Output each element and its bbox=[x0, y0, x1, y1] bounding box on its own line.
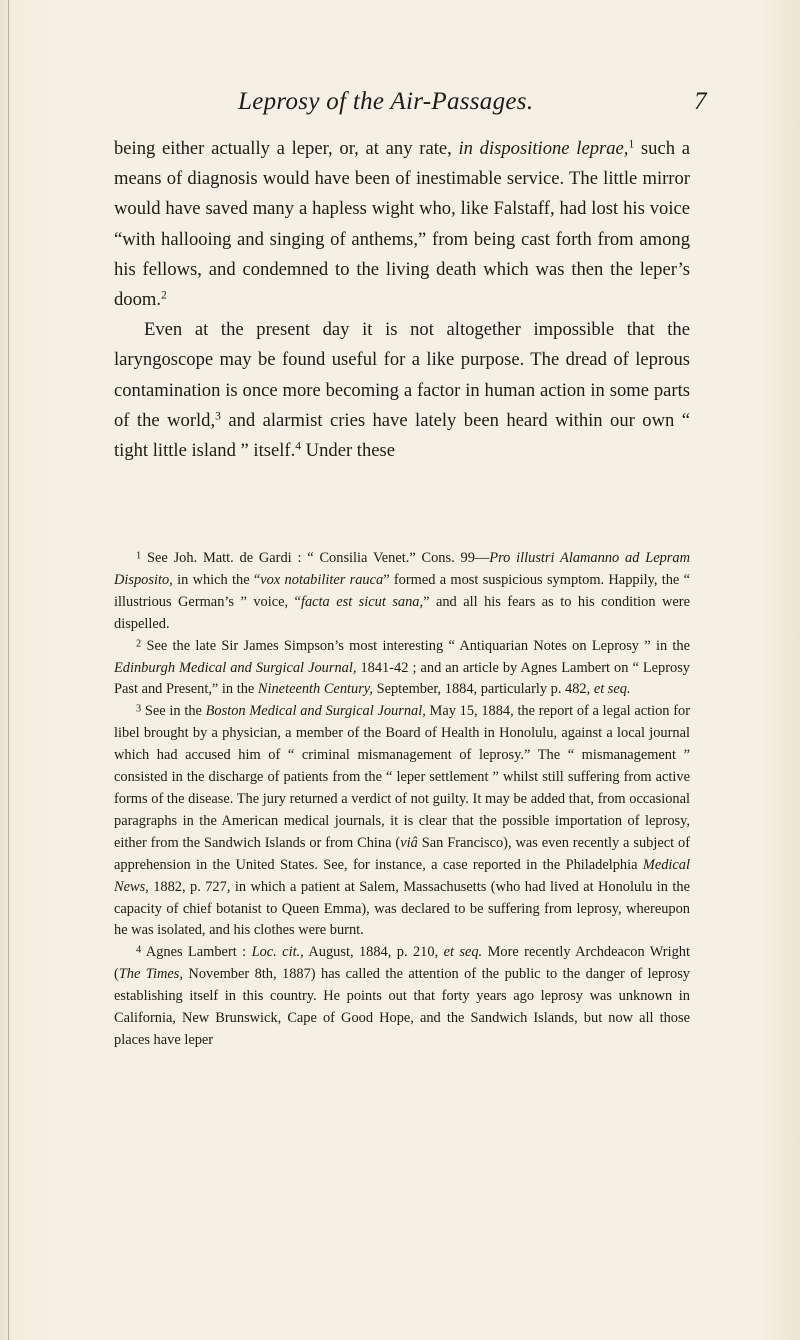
running-title: Leprosy of the Air-Passages. bbox=[238, 88, 534, 115]
footnote-number: 2 bbox=[136, 638, 142, 649]
italic-run: viâ bbox=[400, 834, 418, 851]
text-run: Even at the present day it is not altogether impossible that the laryngoscope may be found useful for a like purpose. The dread of leprous contamination is once more becoming a factor in human action in some parts of the world, bbox=[114, 319, 690, 431]
italic-run: vox notabiliter rauca bbox=[260, 571, 384, 588]
footnote-ref: 1 bbox=[628, 138, 635, 151]
text-run: See in the bbox=[141, 703, 206, 720]
text-run: May 15, 1884, the report of a legal action for libel brought by a physician, a member of the Board of Health in Honolulu, against a local journal which had accused him of “ criminal mismanagement of leprosy.” The “ mismanagement ” consisted in the discharge of patients from the “ leper settlement ” whilst still suffering from active forms of the disease. The jury returned a verdict of not guilty. It may be added that, from occasional paragraphs in the American medical journals, it is clear that the possible importation of leprosy, either from the Sandwich Islands or from China ( bbox=[114, 703, 690, 851]
footnote-1 bbox=[114, 548, 690, 636]
italic-run: The Times, bbox=[118, 966, 183, 983]
paragraph-2 bbox=[114, 315, 690, 466]
text-run: such a means of diagnosis would have been of inestimable service. The little mirror would have saved many a hapless wight who, like Falstaff, had lost his voice “with hallooing and singing of anthems,” from being cast forth from among his fellows, and condemned to the living death which was then the leper’s doom. bbox=[114, 138, 690, 311]
footnote-number: 1 bbox=[136, 550, 142, 562]
italic-run: Edinburgh Medical and Surgical Journal, bbox=[114, 659, 357, 676]
text-run: See the late Sir James Simpson’s most interesting “ Antiquarian Notes on Leprosy ” in the bbox=[141, 637, 690, 654]
footnote-2 bbox=[114, 636, 690, 702]
running-head bbox=[0, 88, 800, 122]
italic-run: facta est sicut sana, bbox=[300, 593, 424, 610]
text-run: November 8th, 1887) has called the attention of the public to the danger of leprosy establishing itself in this country. He points out that forty years ago leprosy was unknown in California, New Brunswick, Cape of Good Hope, and the Sandwich Islands, but now all those places have leper bbox=[114, 966, 690, 1048]
footnote-number: 3 bbox=[136, 703, 142, 715]
italic-run: Pro illustri Alamanno ad Lepram Disposito, bbox=[114, 550, 690, 588]
italic-run: in dispositione leprae, bbox=[458, 138, 629, 159]
text-run: Agnes Lambert : bbox=[141, 944, 252, 961]
footnote-4 bbox=[114, 942, 690, 1052]
main-text bbox=[114, 134, 690, 466]
footnote-ref: 4 bbox=[295, 440, 302, 453]
footnotes bbox=[114, 548, 690, 1052]
text-run: 1882, p. 727, in which a patient at Salem, Massachusetts (who had lived at Honolulu in the capacity of chief botanist to Queen Emma), was declared to be suffering from leprosy, whereupon he was isolated, and his clothes were burnt. bbox=[114, 878, 690, 939]
text-run: San Francisco), was even recently a subject of apprehension in the United States. See, for instance, a case reported in the Philadelphia bbox=[114, 834, 690, 873]
paragraph-1 bbox=[114, 134, 690, 315]
italic-run: Nineteenth Century, bbox=[257, 681, 373, 698]
text-run: August, 1884, p. 210, bbox=[303, 944, 444, 961]
text-run: 1841-42 ; and an article by Agnes Lambert on “ Leprosy Past and Present,” in the bbox=[114, 659, 691, 698]
text-run: ” formed a most suspicious symptom. Happily, the “ illustrious German’s ” voice, “ bbox=[114, 571, 691, 610]
footnote-ref: 3 bbox=[215, 410, 221, 423]
text-run: See Joh. Matt. de Gardi : “ Consilia Venet.” Cons. 99— bbox=[141, 550, 490, 566]
text-run: in which the “ bbox=[172, 571, 261, 588]
italic-run: et seq. bbox=[593, 681, 631, 698]
page-edge-shadow bbox=[8, 0, 9, 1340]
text-run: September, 1884, particularly p. 482, bbox=[373, 681, 594, 698]
italic-run: Loc. cit., bbox=[251, 944, 304, 961]
text-run: Under these bbox=[301, 440, 395, 462]
text-run: More recently Archdeacon Wright ( bbox=[114, 944, 690, 983]
text-run: and alarmist cries have lately been heard within our own “ tight little island ” itself. bbox=[114, 409, 690, 462]
footnote-3 bbox=[114, 701, 690, 942]
text-run: ” and all his fears as to his condition were dispelled. bbox=[114, 593, 690, 632]
text-run: being either actually a leper, or, at any rate, bbox=[114, 138, 459, 159]
footnote-ref: 2 bbox=[161, 289, 167, 302]
footnote-number: 4 bbox=[136, 944, 142, 956]
italic-run: Medical News, bbox=[114, 856, 690, 895]
italic-run: Boston Medical and Surgical Journal, bbox=[205, 703, 426, 720]
italic-run: et seq. bbox=[443, 944, 483, 961]
page-number: 7 bbox=[694, 88, 707, 115]
